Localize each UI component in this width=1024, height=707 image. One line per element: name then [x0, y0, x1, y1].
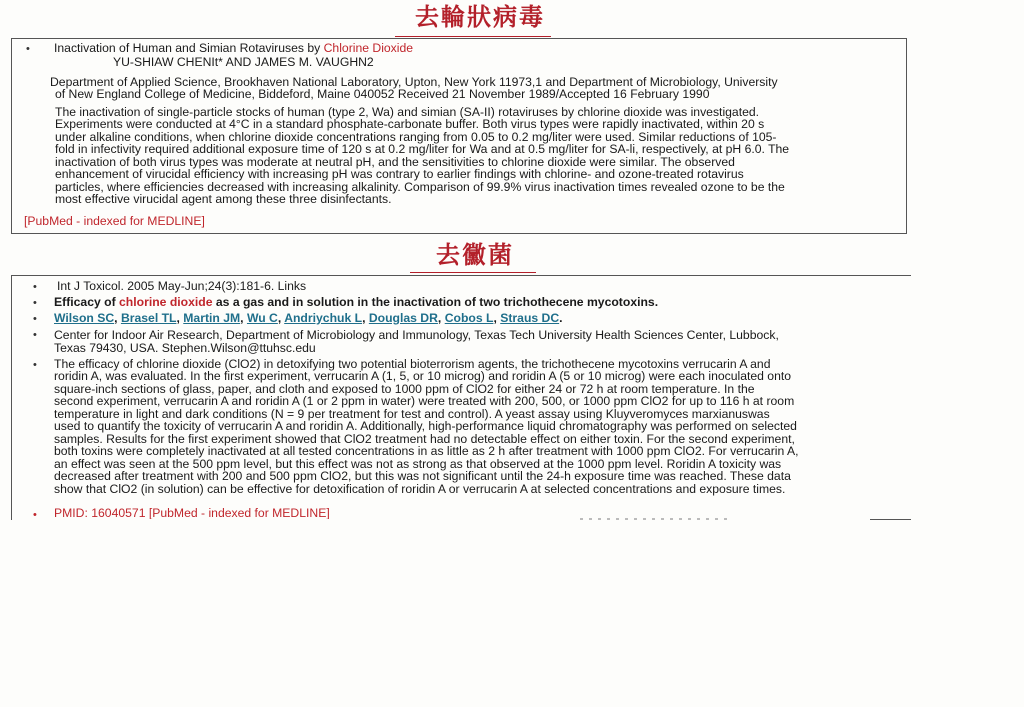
author-separator: , [437, 311, 445, 325]
article1-title-highlight[interactable]: Chlorine Dioxide [323, 41, 414, 55]
abstract-line: an effect was seen at the 500 ppm level, but this effect was not as strong as that observed at the 1000 ppm level. Roridin A toxicity was [54, 456, 782, 471]
abstract-line: show that ClO2 (in solution) can be effective for detoxification of roridin A or verrucarin A at selected concentrations and exposure times. [54, 481, 786, 496]
article2-box-bottom [870, 519, 911, 520]
abstract-line: under alkaline conditions, when chlorine dioxide concentrations ranging from 0.05 to 0.2 mg/liter were used. Similar reductions of 105- [55, 129, 777, 144]
abstract-line: decreased after treatment with 200 and 500 ppm ClO2, but this was not significant until the 24-h exposure time was reached. These data [54, 469, 791, 484]
author-separator: , [362, 311, 369, 325]
abstract-line: second experiment, verrucarin A and roridin A (1 or 2 ppm in water) were treated with 200, 500, or 1000 ppm ClO2 for up to 116 h at room [54, 394, 795, 409]
article2-title-text: Efficacy of [54, 295, 120, 309]
bullet: • [33, 297, 37, 309]
author-list-end: . [559, 311, 563, 325]
article2-affiliation-line: Center for Indoor Air Research, Department of Microbiology and Immunology, Texas Tech University Health Sciences Center, Lubbock, [54, 328, 779, 342]
abstract-line: roridin A, was evaluated. In the first experiment, verrucarin A (1, 5, or 10 microg) and roridin A (5 or 10 microg) were each inoculated onto [54, 369, 792, 384]
article2-affiliation-line: Texas 79430, USA. Stephen.Wilson@ttuhsc.edu [54, 341, 316, 355]
author-link[interactable]: Wilson SC [54, 311, 115, 325]
author-separator: , [277, 311, 285, 325]
section1-heading-underline [395, 36, 551, 37]
article2-box-top [11, 275, 911, 276]
author-link[interactable]: Straus DC [500, 311, 560, 325]
article2-title [54, 296, 658, 309]
author-separator: , [240, 311, 247, 325]
abstract-line: enhancement of virucidal efficiency with increasing pH was contrary to earlier findings with chlorine- and ozone-treated rotavirus [55, 167, 744, 182]
article2-citation: Int J Toxicol. 2005 May-Jun;24(3):181-6. Links [57, 279, 307, 293]
article1-title-text: Inactivation of Human and Simian Rotaviruses by [54, 41, 324, 55]
bullet: • [33, 281, 37, 293]
abstract-line: fold in infectivity required additional exposure time of 120 s at 0.2 mg/liter for Wa and at 0.5 mg/liter for SA-li, respectively, at pH 6.0. The [55, 142, 790, 157]
bullet: • [33, 329, 37, 341]
author-link[interactable]: Andriychuk L [284, 311, 363, 325]
author-link[interactable]: Wu C [246, 311, 278, 325]
abstract-line: both toxins were completely inactivated at all tested concentrations in as little as 2 h after treatment with 1000 ppm ClO2. For verrucarin A, [54, 444, 799, 459]
author-link[interactable]: Douglas DR [368, 311, 438, 325]
section2-heading: 去黴菌 [436, 240, 514, 269]
article2-title-highlight[interactable]: chlorine dioxide [119, 295, 213, 309]
abstract-line: inactivation of both virus types was moderate at neutral pH, and the sensitivities to chlorine dioxide were similar. The observed [55, 154, 735, 169]
abstract-line: samples. Results for the first experiment showed that ClO2 treatment had no detectable effect on either toxin. For the second experiment, [54, 431, 795, 446]
section2-heading-underline [410, 272, 536, 273]
abstract-line: The inactivation of single-particle stocks of human (type 2, Wa) and simian (SA-II) rotaviruses by chlorine dioxide was investigated. [55, 105, 760, 119]
author-separator: , [176, 311, 184, 325]
section1-heading: 去輪狀病毒 [415, 2, 545, 31]
abstract-line: square-inch sections of glass, paper, and cloth and exposed to 1000 ppm of ClO2 for either 24 or 72 h at room temperature. In the [54, 381, 755, 396]
bullet: • [33, 313, 37, 325]
bullet: • [33, 509, 37, 521]
article2-title-text: as a gas and in solution in the inactivation of two trichothecene mycotoxins. [212, 295, 659, 309]
article1-pubmed-link[interactable]: [PubMed - indexed for MEDLINE] [24, 214, 205, 228]
article2-abstract [54, 358, 798, 495]
article1-affiliation-line: of New England College of Medicine, Biddeford, Maine 040052 Received 21 November 1989/Accepted 16 February 1990 [55, 87, 710, 101]
abstract-line: The efficacy of chlorine dioxide (ClO2) in detoxifying two potential bioterrorism agents, the trichothecene mycotoxins verrucarin A and [54, 357, 771, 371]
author-link[interactable]: Cobos L [444, 311, 494, 325]
bullet: • [33, 359, 37, 371]
article1-authors: YU-SHIAW CHENIt* AND JAMES M. VAUGHN2 [113, 55, 374, 69]
article2-authors [54, 312, 563, 325]
author-link[interactable]: Brasel TL [120, 311, 177, 325]
scan-artifact-line [580, 518, 730, 520]
author-link[interactable]: Martin JM [183, 311, 241, 325]
abstract-line: used to quantify the toxicity of verrucarin A and roridin A. Additionally, high-performance liquid chromatography was performed on selected [54, 419, 797, 434]
abstract-line: most effective virucidal agent among these three disinfectants. [55, 192, 392, 207]
abstract-line: temperature in light and dark conditions (N = 9 per treatment for test and control). A yeast assay using Kluyveromyces marxianuswas [54, 406, 770, 421]
abstract-line: particles, where efficiencies decreased with increasing alkalinity. Comparison of 99.9% virus inactivation times revealed ozone to be the [55, 179, 785, 194]
bullet: • [26, 43, 30, 55]
author-separator: , [493, 311, 501, 325]
article1-abstract [55, 106, 789, 206]
article2-box-left [11, 275, 12, 520]
abstract-line: Experiments were conducted at 4°C in a standard phosphate-carbonate buffer. Both virus types were rapidly inactivated, within 20 s [55, 117, 765, 132]
article2-pmid-link[interactable]: PMID: 16040571 [PubMed - indexed for MEDLINE] [54, 507, 330, 519]
article1-affiliation-line: Department of Applied Science, Brookhaven National Laboratory, Upton, New York 11973,1 and Department of Microbiology, University [50, 75, 778, 89]
article1-title [54, 42, 413, 55]
author-separator: , [114, 311, 121, 325]
